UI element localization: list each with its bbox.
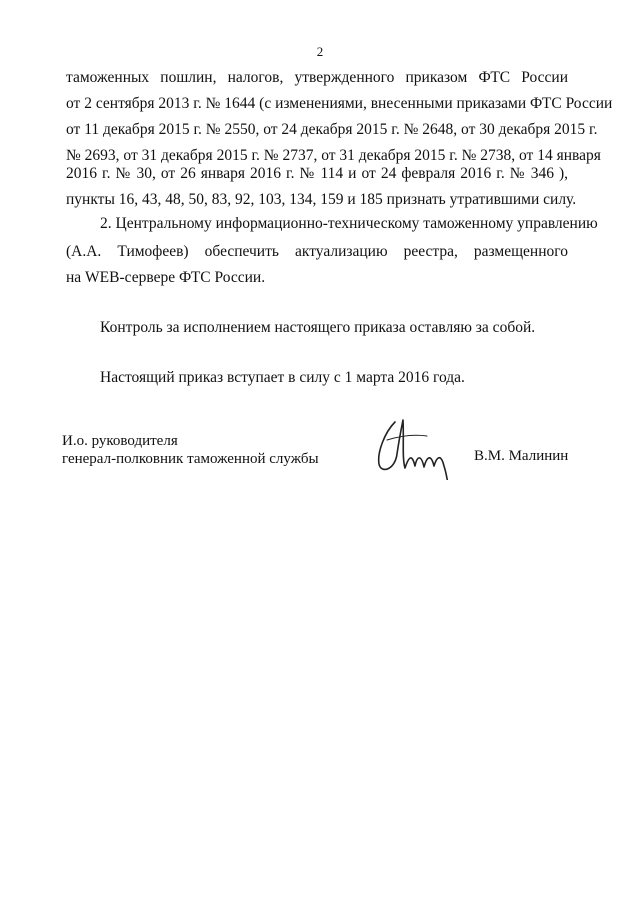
handwritten-signature <box>365 410 465 480</box>
paragraph-1-line: от 2 сентября 2013 г. № 1644 (с изменениями, внесенными приказами ФТС России <box>66 95 613 112</box>
paragraph-2-line: 2. Центральному информационно-техническому таможенному управлению <box>100 215 598 232</box>
paragraph-1-line: 2016 г. № 30, от 26 января 2016 г. № 114 и от 24 февраля 2016 г. № 346 ), <box>66 165 568 182</box>
signer-title-line-2: генерал-полковник таможенной службы <box>62 451 319 467</box>
paragraph-2-line: на WEB-сервере ФТС России. <box>66 269 266 286</box>
paragraph-2-line: (А.А. Тимофеев) обеспечить актуализацию реестра, размещенного <box>66 243 568 260</box>
effective-statement: Настоящий приказ вступает в силу с 1 марта 2016 года. <box>100 369 465 386</box>
signer-name: В.М. Малинин <box>474 448 569 464</box>
signer-title-line-1: И.о. руководителя <box>62 433 178 449</box>
control-statement: Контроль за исполнением настоящего приказа оставляю за собой. <box>100 319 536 336</box>
paragraph-1-line: № 2693, от 31 декабря 2015 г. № 2737, от 31 декабря 2015 г. № 2738, от 14 января <box>66 147 601 164</box>
paragraph-1-line: пункты 16, 43, 48, 50, 83, 92, 103, 134, 159 и 185 признать утратившими силу. <box>66 191 577 208</box>
paragraph-1-line: таможенных пошлин, налогов, утвержденного приказом ФТС России <box>66 69 568 86</box>
page-number: 2 <box>316 44 324 59</box>
paragraph-1-line: от 11 декабря 2015 г. № 2550, от 24 декабря 2015 г. № 2648, от 30 декабря 2015 г. <box>66 121 598 138</box>
